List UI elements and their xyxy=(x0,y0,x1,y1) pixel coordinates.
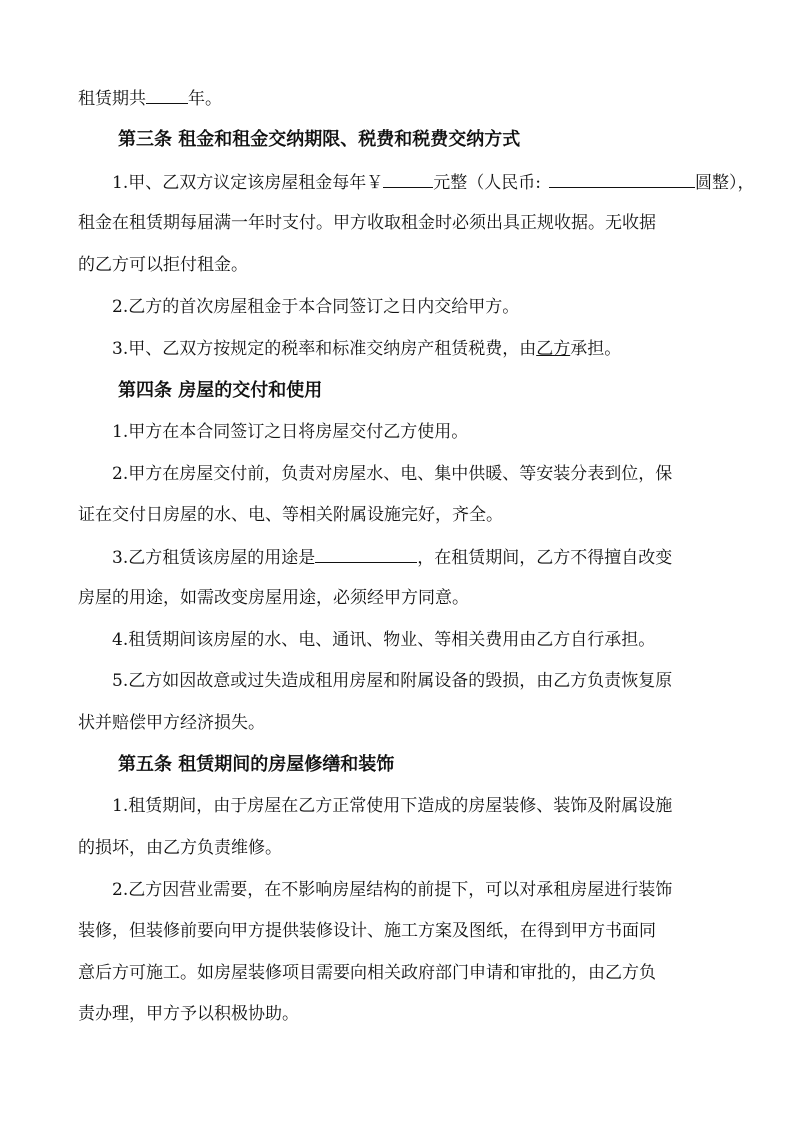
article4-title: 第四条 房屋的交付和使用 xyxy=(118,380,323,401)
tax-party-underlined: 乙方 xyxy=(536,339,571,359)
article4-item5-line2: 状并赔偿甲方经济损失。 xyxy=(78,713,265,733)
lease-term-line xyxy=(78,86,222,111)
article4-item4: 4.租赁期间该房屋的水、电、通讯、物业、等相关费用由乙方自行承担。 xyxy=(112,630,656,650)
article4-item3-line2: 房屋的用途，如需改变房屋用途，必须经甲方同意。 xyxy=(78,588,469,608)
article5-item1-line1: 1.租赁期间，由于房屋在乙方正常使用下造成的房屋装修、装饰及附属设施 xyxy=(112,796,673,816)
article4-item3-line1 xyxy=(112,545,672,570)
usage-blank xyxy=(315,545,417,563)
usage-suffix: ，在租赁期间，乙方不得擅自改变 xyxy=(417,548,673,568)
article5-item1-line2: 的损坏，由乙方负责维修。 xyxy=(78,838,282,858)
article5-title: 第五条 租赁期间的房屋修缮和装饰 xyxy=(118,754,395,775)
article3-item2: 2.乙方的首次房屋租金于本合同签订之日内交给甲方。 xyxy=(112,297,520,317)
rent-rmb-label: 元整（人民币: xyxy=(433,173,541,193)
rent-rmb-suffix: 圆整）， xyxy=(694,173,755,193)
article3-title: 第三条 租金和租金交纳期限、税费和税费交纳方式 xyxy=(118,129,521,150)
article5-item2-line2: 装修，但装修前要向甲方提供装修设计、施工方案及图纸，在得到甲方书面同 xyxy=(78,921,656,941)
article4-item2-line1: 2.甲方在房屋交付前，负责对房屋水、电、集中供暖、等安装分表到位，保 xyxy=(112,464,673,484)
lease-term-prefix: 租赁期共 xyxy=(78,89,146,109)
usage-prefix: 3.乙方租赁该房屋的用途是 xyxy=(112,548,316,568)
lease-term-suffix: 年。 xyxy=(188,89,222,109)
article5-item2-line3: 意后方可施工。如房屋装修项目需要向相关政府部门申请和审批的，由乙方负 xyxy=(78,963,656,983)
article3-item3 xyxy=(112,337,621,361)
tax-text: 3.甲、乙双方按规定的税率和标准交纳房产租赁税费，由 xyxy=(112,339,537,359)
article3-item1-line1 xyxy=(112,170,754,195)
article3-item1-line3: 的乙方可以拒付租金。 xyxy=(78,255,248,275)
article4-item1: 1.甲方在本合同签订之日将房屋交付乙方使用。 xyxy=(112,422,469,442)
tax-suffix: 承担。 xyxy=(570,339,622,359)
article5-item2-line4: 责办理，甲方予以积极协助。 xyxy=(78,1004,299,1024)
article4-item2-line2: 证在交付日房屋的水、电、等相关附属设施完好，齐全。 xyxy=(78,505,503,525)
rent-rmb-blank xyxy=(549,170,695,188)
rent-amount-prefix: 1.甲、乙双方议定该房屋租金每年￥ xyxy=(112,173,384,193)
lease-term-blank xyxy=(146,86,188,104)
article4-item5-line1: 5.乙方如因故意或过失造成租用房屋和附属设备的毁损，由乙方负责恢复原 xyxy=(112,671,673,691)
article5-item2-line1: 2.乙方因营业需要，在不影响房屋结构的前提下，可以对承租房屋进行装饰 xyxy=(112,880,673,900)
rent-amount-blank xyxy=(383,170,433,188)
article3-item1-line2: 租金在租赁期每届满一年时支付。甲方收取租金时必须出具正规收据。无收据 xyxy=(78,213,656,233)
